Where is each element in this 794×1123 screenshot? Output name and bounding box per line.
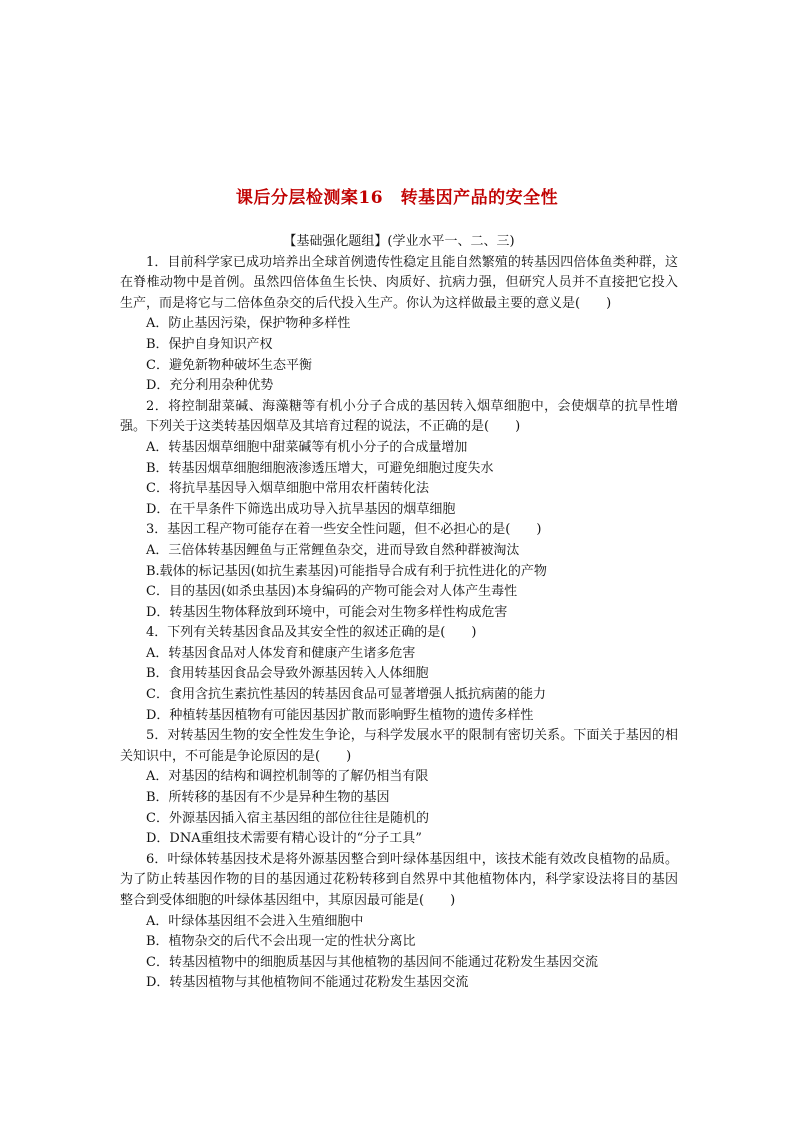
question-4-option-b: B．食用转基因食品会导致外源基因转入人体细胞 [146,666,429,682]
question-list [120,232,678,994]
question-5-option-d: D．DNA重组技术需要有精心设计的“分子工具” [146,831,422,847]
question-5-stem: 5．对转基因生物的安全性发生争论，与科学发展水平的限制有密切关系。下面关于基因的相关知识中，不可能是争论原因的是( ) [120,728,678,764]
section-heading: 【基础强化题组】(学业水平一、二、三) [283,234,515,249]
question-1-option-c: C．避免新物种破坏生态平衡 [146,357,312,373]
question-6-option-c: C．转基因植物中的细胞质基因与其他植物的基因间不能通过花粉发生基因交流 [146,954,598,970]
question-4-option-c: C．食用含抗生素抗性基因的转基因食品可显著增强人抵抗病菌的能力 [146,687,546,703]
question-6-option-a: A．叶绿体基因组不会进入生殖细胞中 [146,913,364,929]
page-title: 课后分层检测案16 转基因产品的安全性 [235,188,559,208]
question-2-option-a: A．转基因烟草细胞中甜菜碱等有机小分子的合成量增加 [146,439,468,455]
question-6-option-b: B．植物杂交的后代不会出现一定的性状分离比 [146,934,416,950]
question-3-option-b: B.载体的标记基因(如抗生素基因)可能指导合成有利于抗性进化的产物 [146,563,547,579]
question-4-option-a: A．转基因食品对人体发育和健康产生诸多危害 [146,645,416,661]
question-2-option-b: B．转基因烟草细胞细胞液渗透压增大，可避免细胞过度失水 [146,460,494,476]
question-4-stem: 4．下列有关转基因食品及其安全性的叙述正确的是( ) [146,625,477,641]
question-3-option-d: D．转基因生物体释放到环境中，可能会对生物多样性构成危害 [146,604,508,620]
question-1-option-b: B．保护自身知识产权 [146,336,273,352]
question-3-stem: 3．基因工程产物可能存在着一些安全性问题，但不必担心的是( ) [146,522,542,538]
question-3-option-c: C．目的基因(如杀虫基因)本身编码的产物可能会对人体产生毒性 [146,584,518,600]
question-6-stem: 6．叶绿体转基因技术是将外源基因整合到叶绿体基因组中，该技术能有效改良植物的品质。为了防止转基因作物的目的基因通过花粉转移到自然界中其他植物体内，科学家设法将目的基因整合到受体细胞的叶绿体基因组中，其原因最可能是( ) [120,851,678,908]
question-1-stem: 1．目前科学家已成功培养出全球首例遗传性稳定且能自然繁殖的转基因四倍体鱼类种群，这在脊椎动物中是首例。虽然四倍体鱼生长快、肉质好、抗病力强，但研究人员并不直接把它投入生产，而是将它与二倍体鱼杂交的后代投入生产。你认为这样做最主要的意义是( ) [120,254,678,311]
question-4-option-d: D．种植转基因植物有可能因基因扩散而影响野生植物的遗传多样性 [146,707,534,723]
question-5-option-a: A．对基因的结构和调控机制等的了解仍相当有限 [146,769,429,785]
question-1-option-d: D．充分利用杂种优势 [146,378,274,394]
question-1-option-a: A．防止基因污染，保护物种多样性 [146,316,351,332]
question-5-option-c: C．外源基因插入宿主基因组的部位往往是随机的 [146,810,429,826]
question-2-stem: 2．将控制甜菜碱、海藻糖等有机小分子合成的基因转入烟草细胞中，会使烟草的抗旱性增强。下列关于这类转基因烟草及其培育过程的说法，不正确的是( ) [120,398,678,435]
question-3-option-a: A．三倍体转基因鲤鱼与正常鲤鱼杂交，进而导致自然种群被淘汰 [146,542,520,558]
question-2-option-d: D．在干旱条件下筛选出成功导入抗旱基因的烟草细胞 [146,501,456,517]
question-6-option-d: D．转基因植物与其他植物间不能通过花粉发生基因交流 [146,975,469,991]
question-2-option-c: C．将抗旱基因导入烟草细胞中常用农杆菌转化法 [146,481,429,497]
question-5-option-b: B．所转移的基因有不少是异种生物的基因 [146,790,390,806]
